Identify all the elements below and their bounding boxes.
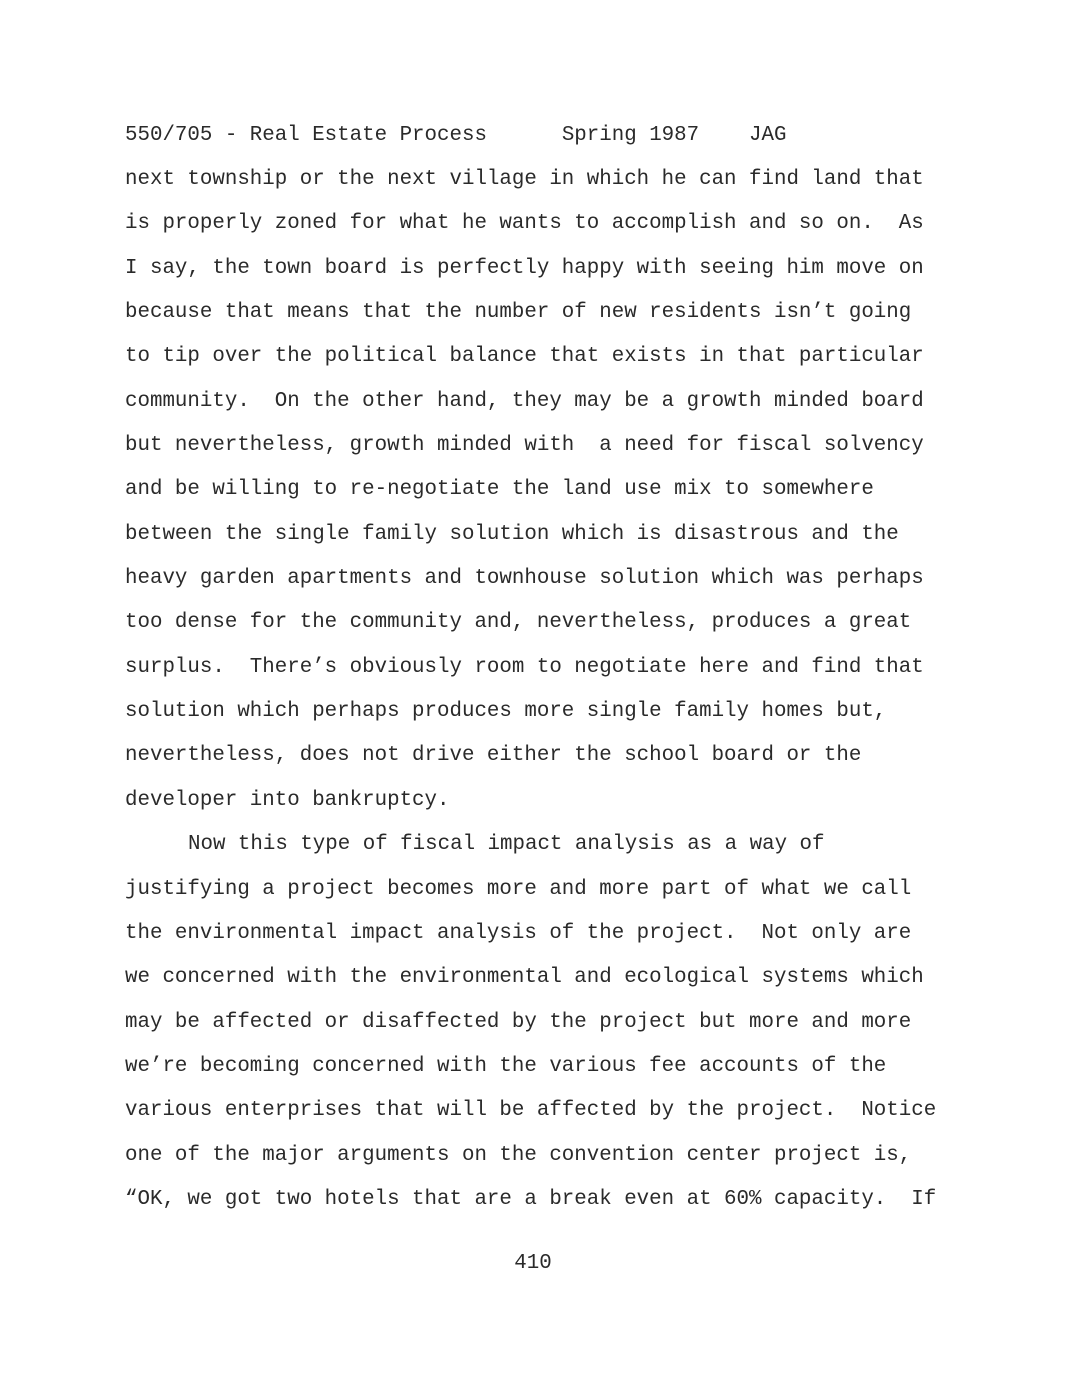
text-line: surplus. There’s obviously room to negotiate here and find that (125, 655, 924, 679)
text-line: and be willing to re-negotiate the land use mix to somewhere (125, 478, 874, 502)
text-line: too dense for the community and, nevertheless, produces a great (125, 611, 912, 635)
text-line: next township or the next village in which he can find land that (125, 168, 924, 191)
text-line: we concerned with the environmental and ecological systems which (125, 966, 924, 990)
text-line: the environmental impact analysis of the project. Not only are (125, 921, 912, 945)
text-line: may be affected or disaffected by the project but more and more (125, 1010, 912, 1034)
text-line: is properly zoned for what he wants to accomplish and so on. As (125, 212, 924, 236)
text-line: solution which perhaps produces more single family homes but, (125, 700, 887, 724)
text-line: I say, the town board is perfectly happy with seeing him move on (125, 256, 924, 280)
page-number: 410 (514, 1252, 552, 1275)
body-text (125, 168, 945, 1232)
text-line: but nevertheless, growth minded with a need for fiscal solvency (125, 434, 924, 458)
text-line: to tip over the political balance that exists in that particular (125, 345, 924, 369)
text-line: “OK, we got two hotels that are a break even at 60% capacity. If (125, 1187, 937, 1211)
text-line: community. On the other hand, they may be a growth minded board (125, 389, 924, 413)
text-line: various enterprises that will be affected by the project. Notice (125, 1099, 937, 1123)
text-line: nevertheless, does not drive either the school board or the (125, 744, 862, 768)
text-line: one of the major arguments on the convention center project is, (125, 1143, 912, 1167)
text-line: between the single family solution which is disastrous and the (125, 522, 899, 546)
text-line: we’re becoming concerned with the various fee accounts of the (125, 1054, 887, 1078)
header-term: Spring 1987 (561, 124, 700, 147)
text-line: because that means that the number of new residents isn’t going (125, 301, 912, 325)
text-line: heavy garden apartments and townhouse solution which was perhaps (125, 567, 924, 591)
text-line: developer into bankruptcy. (125, 788, 450, 812)
header-initials: JAG (749, 124, 787, 147)
header-course: 550/705 - Real Estate Process (125, 124, 487, 147)
text-line: justifying a project becomes more and more part of what we call (125, 877, 912, 901)
running-header (125, 124, 787, 148)
paragraph-first-line: Now this type of fiscal impact analysis as a way of (188, 833, 825, 857)
